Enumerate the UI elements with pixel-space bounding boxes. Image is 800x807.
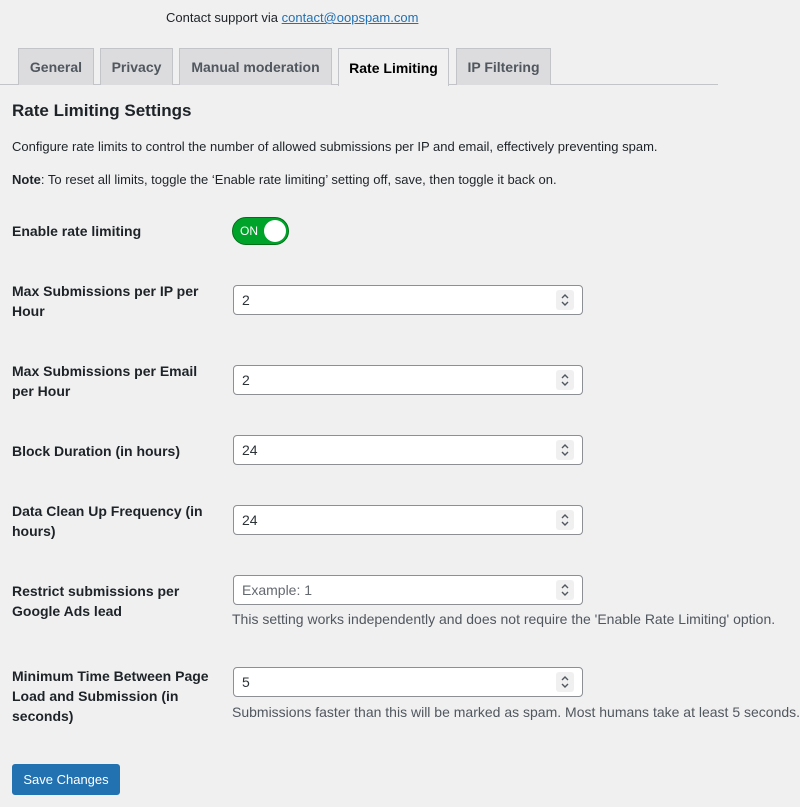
max-ip-label: Max Submissions per IP per Hour: [12, 283, 199, 319]
page-title: Rate Limiting Settings: [12, 101, 192, 120]
tab-general[interactable]: General: [18, 48, 94, 85]
support-label: Contact support via: [166, 10, 279, 25]
google-ads-label: Restrict submissions per Google Ads lead: [12, 583, 180, 619]
tab-rate-limiting[interactable]: Rate Limiting: [338, 48, 449, 86]
google-ads-spinner-icon[interactable]: [556, 580, 574, 600]
google-ads-input[interactable]: [233, 575, 583, 605]
page-note: [12, 172, 557, 187]
min-time-help-text: Submissions faster than this will be marked as spam. Most humans take at least 5 seconds.: [232, 704, 800, 720]
toggle-knob: [264, 220, 286, 242]
block-duration-label: Block Duration (in hours): [12, 443, 180, 459]
tab-manual-moderation[interactable]: Manual moderation: [179, 48, 332, 85]
block-duration-input[interactable]: [233, 435, 583, 465]
settings-tabs: [0, 48, 718, 85]
max-email-label: Max Submissions per Email per Hour: [12, 363, 198, 399]
max-ip-spinner-icon[interactable]: [556, 290, 574, 310]
min-time-label: Minimum Time Between Page Load and Submission (in seconds): [12, 668, 209, 724]
max-email-input[interactable]: [233, 365, 583, 395]
cleanup-frequency-spinner-icon[interactable]: [556, 510, 574, 530]
enable-rate-limiting-toggle[interactable]: [232, 217, 289, 245]
max-ip-input[interactable]: [233, 285, 583, 315]
google-ads-help-text: This setting works independently and does not require the 'Enable Rate Limiting' option.: [232, 611, 776, 627]
note-text: : To reset all limits, toggle the ‘Enable rate limiting’ setting off, save, then toggle it back on.: [40, 172, 557, 187]
page-description: Configure rate limits to control the number of allowed submissions per IP and email, effectively preventing spam.: [12, 139, 658, 154]
cleanup-frequency-input[interactable]: [233, 505, 583, 535]
min-time-input[interactable]: [233, 667, 583, 697]
save-changes-button[interactable]: Save Changes: [12, 764, 120, 795]
note-label: Note: [12, 172, 41, 187]
tab-privacy[interactable]: Privacy: [100, 48, 173, 85]
support-text: [166, 10, 418, 25]
max-email-spinner-icon[interactable]: [556, 370, 574, 390]
block-duration-spinner-icon[interactable]: [556, 440, 574, 460]
tab-ip-filtering[interactable]: IP Filtering: [456, 48, 551, 85]
min-time-spinner-icon[interactable]: [556, 672, 574, 692]
toggle-state-text: ON: [240, 224, 258, 238]
enable-rate-limiting-label: Enable rate limiting: [12, 223, 142, 239]
cleanup-frequency-label: Data Clean Up Frequency (in hours): [12, 503, 203, 539]
support-email-link[interactable]: contact@oopspam.com: [281, 10, 419, 25]
